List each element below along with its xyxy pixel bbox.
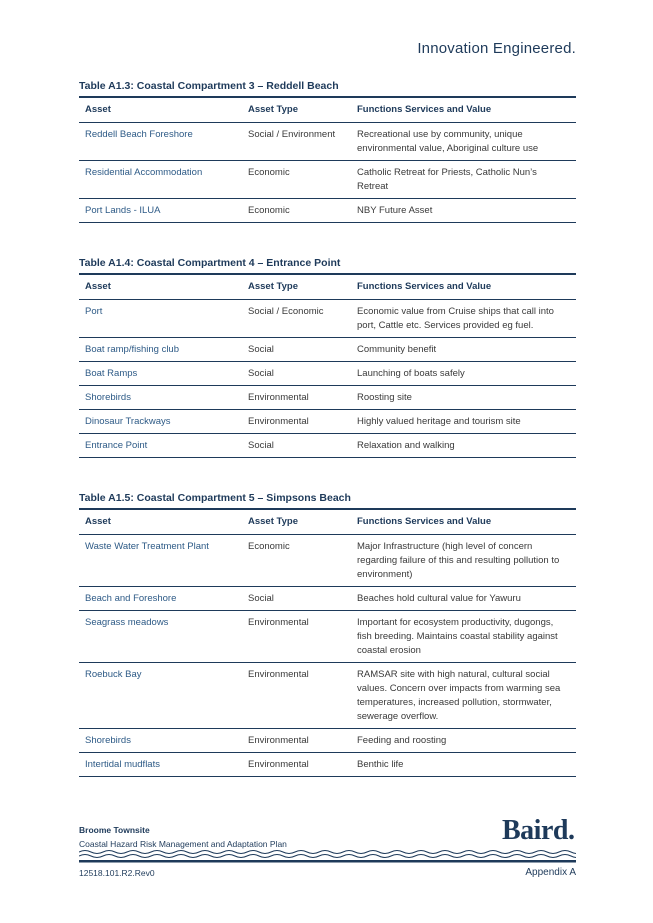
functions-cell: Highly valued heritage and tourism site <box>351 410 576 434</box>
wave-divider-icon <box>79 849 576 863</box>
document-reference: 12518.101.R2.Rev0 <box>79 868 155 878</box>
asset-cell: Waste Water Treatment Plant <box>79 535 242 587</box>
asset-type-cell: Social / Economic <box>242 300 351 338</box>
table-row <box>79 410 576 434</box>
functions-cell: Relaxation and walking <box>351 434 576 458</box>
table-row <box>79 362 576 386</box>
functions-cell: Beaches hold cultural value for Yawuru <box>351 587 576 611</box>
table-title: Table A1.3: Coastal Compartment 3 – Reddell Beach <box>79 80 339 92</box>
table-row <box>79 729 576 753</box>
functions-cell: Roosting site <box>351 386 576 410</box>
table-header-row <box>79 509 576 535</box>
functions-cell: Launching of boats safely <box>351 362 576 386</box>
table-row <box>79 386 576 410</box>
asset-type-cell: Environmental <box>242 753 351 777</box>
table-header-row <box>79 97 576 123</box>
table-row <box>79 123 576 161</box>
asset-cell: Dinosaur Trackways <box>79 410 242 434</box>
asset-cell: Shorebirds <box>79 729 242 753</box>
footer-document-subtitle: Coastal Hazard Risk Management and Adaptation Plan <box>79 839 287 849</box>
functions-cell: Community benefit <box>351 338 576 362</box>
asset-type-cell: Social <box>242 434 351 458</box>
asset-cell: Port Lands - ILUA <box>79 199 242 223</box>
column-header-functions: Functions Services and Value <box>351 274 576 300</box>
asset-table <box>79 96 576 223</box>
functions-cell: Feeding and roosting <box>351 729 576 753</box>
table-row <box>79 587 576 611</box>
functions-cell: Important for ecosystem productivity, dugongs, fish breeding. Maintains coastal stability against coastal erosion <box>351 611 576 663</box>
appendix-label: Appendix A <box>525 867 576 878</box>
table-row <box>79 535 576 587</box>
asset-type-cell: Environmental <box>242 386 351 410</box>
asset-cell: Boat ramp/fishing club <box>79 338 242 362</box>
table-row <box>79 199 576 223</box>
table-row <box>79 434 576 458</box>
functions-cell: NBY Future Asset <box>351 199 576 223</box>
asset-cell: Intertidal mudflats <box>79 753 242 777</box>
asset-type-cell: Environmental <box>242 729 351 753</box>
column-header-asset-type: Asset Type <box>242 97 351 123</box>
table-row <box>79 753 576 777</box>
table-title: Table A1.4: Coastal Compartment 4 – Entrance Point <box>79 257 341 269</box>
asset-type-cell: Environmental <box>242 611 351 663</box>
functions-cell: Major Infrastructure (high level of concern regarding failure of this and resulting pollution to environment) <box>351 535 576 587</box>
asset-type-cell: Economic <box>242 161 351 199</box>
table-compartment-5 <box>79 492 576 777</box>
asset-cell: Residential Accommodation <box>79 161 242 199</box>
footer-project-title: Broome Townsite <box>79 825 150 835</box>
asset-type-cell: Economic <box>242 199 351 223</box>
asset-cell: Port <box>79 300 242 338</box>
functions-cell: Recreational use by community, unique environmental value, Aboriginal culture use <box>351 123 576 161</box>
asset-type-cell: Environmental <box>242 663 351 729</box>
asset-type-cell: Social <box>242 362 351 386</box>
functions-cell: Economic value from Cruise ships that call into port, Cattle etc. Services provided eg fuel. <box>351 300 576 338</box>
table-row <box>79 611 576 663</box>
column-header-asset-type: Asset Type <box>242 509 351 535</box>
column-header-functions: Functions Services and Value <box>351 97 576 123</box>
asset-table <box>79 508 576 777</box>
asset-cell: Beach and Foreshore <box>79 587 242 611</box>
functions-cell: Catholic Retreat for Priests, Catholic Nun’s Retreat <box>351 161 576 199</box>
table-row <box>79 161 576 199</box>
asset-type-cell: Social <box>242 587 351 611</box>
asset-table <box>79 273 576 458</box>
asset-cell: Roebuck Bay <box>79 663 242 729</box>
baird-logo: Baird. <box>502 815 575 846</box>
company-tagline: Innovation Engineered. <box>417 40 576 57</box>
table-row <box>79 300 576 338</box>
asset-type-cell: Social / Environment <box>242 123 351 161</box>
functions-cell: Benthic life <box>351 753 576 777</box>
asset-cell: Shorebirds <box>79 386 242 410</box>
column-header-asset-type: Asset Type <box>242 274 351 300</box>
column-header-asset: Asset <box>79 274 242 300</box>
table-compartment-4 <box>79 257 576 458</box>
column-header-asset: Asset <box>79 97 242 123</box>
column-header-asset: Asset <box>79 509 242 535</box>
table-title: Table A1.5: Coastal Compartment 5 – Simpsons Beach <box>79 492 351 504</box>
asset-type-cell: Environmental <box>242 410 351 434</box>
table-compartment-3 <box>79 80 576 223</box>
asset-type-cell: Social <box>242 338 351 362</box>
table-row <box>79 338 576 362</box>
asset-cell: Seagrass meadows <box>79 611 242 663</box>
table-header-row <box>79 274 576 300</box>
asset-type-cell: Economic <box>242 535 351 587</box>
asset-cell: Boat Ramps <box>79 362 242 386</box>
footer-project-info <box>79 825 287 850</box>
asset-cell: Entrance Point <box>79 434 242 458</box>
functions-cell: RAMSAR site with high natural, cultural social values. Concern over impacts from warming sea temperatures, increased pollution, stormwater, sewerage overflow. <box>351 663 576 729</box>
table-row <box>79 663 576 729</box>
column-header-functions: Functions Services and Value <box>351 509 576 535</box>
asset-cell: Reddell Beach Foreshore <box>79 123 242 161</box>
